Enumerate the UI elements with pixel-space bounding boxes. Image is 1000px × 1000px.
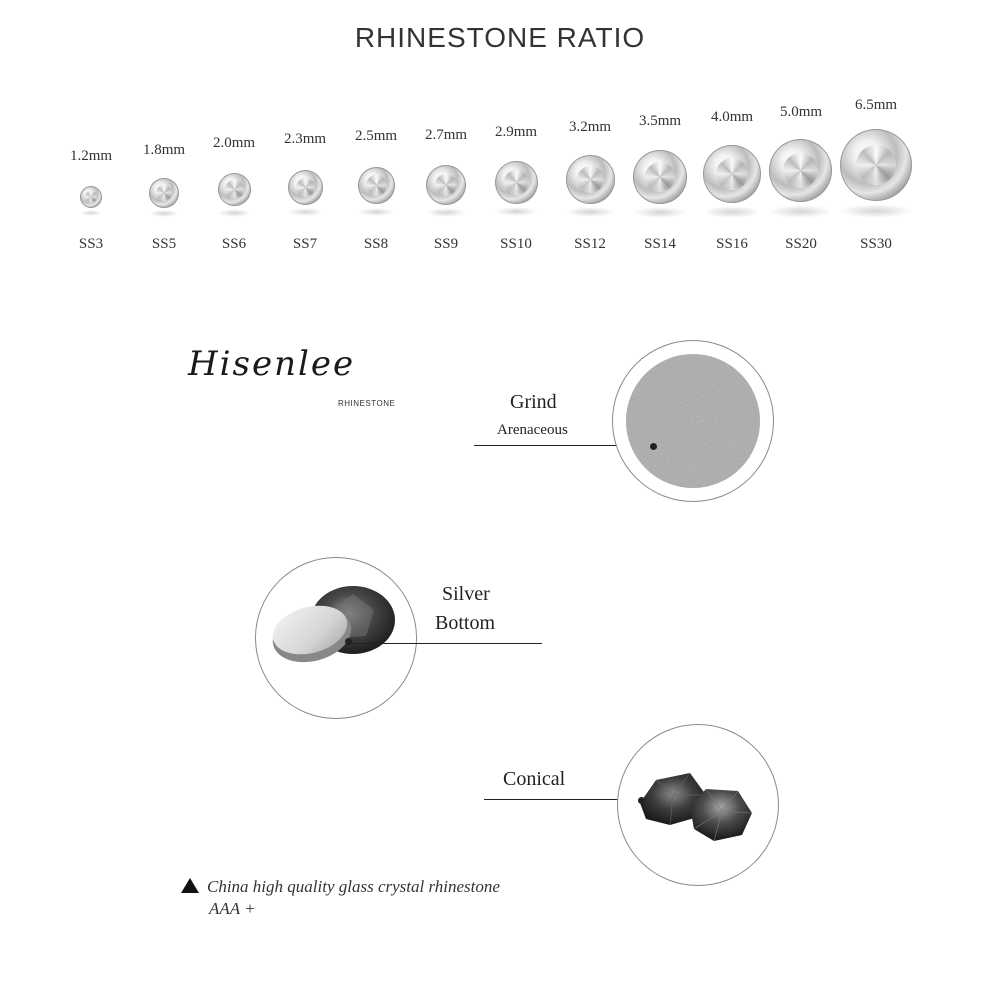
size-mm-label: 3.2mm <box>568 119 612 135</box>
size-code-label: SS20 <box>785 236 817 252</box>
size-code-label: SS30 <box>860 236 892 252</box>
size-code-label: SS10 <box>500 236 532 252</box>
size-mm-label: 2.0mm <box>212 135 256 151</box>
size-code-label: SS7 <box>292 236 318 252</box>
conical-pointer-dot <box>638 797 645 804</box>
rhinestone-icon <box>769 139 832 202</box>
size-mm-label: 2.7mm <box>424 127 468 143</box>
conical-ring <box>617 724 779 886</box>
arenaceous-label: Arenaceous <box>497 422 568 438</box>
reflection <box>288 208 323 216</box>
size-code-label: SS16 <box>716 236 748 252</box>
grind-pointer-dot <box>650 443 657 450</box>
rhinestone-icon <box>703 145 761 203</box>
grind-texture-icon <box>613 341 773 501</box>
silver-label: Silver <box>442 583 490 605</box>
size-code-label: SS9 <box>433 236 459 252</box>
brand-subtitle: RHINESTONE <box>338 399 396 408</box>
rhinestone-icon <box>80 186 102 208</box>
grind-label: Grind <box>510 391 557 413</box>
size-code-label: SS12 <box>574 236 606 252</box>
size-mm-label: 2.9mm <box>494 124 538 140</box>
brand-logo: Hisenlee <box>188 344 356 384</box>
reflection <box>149 210 179 217</box>
reflection <box>80 210 102 216</box>
reflection <box>426 208 466 217</box>
rhinestone-icon <box>633 150 687 204</box>
size-code-label: SS14 <box>644 236 676 252</box>
silver-pointer-line <box>349 643 542 644</box>
silver-bottom-icon <box>256 558 416 718</box>
size-code-label: SS8 <box>363 236 389 252</box>
page-title: RHINESTONE RATIO <box>354 22 646 53</box>
rhinestone-icon <box>840 129 912 201</box>
rhinestone-icon <box>218 173 251 206</box>
reflection <box>633 207 687 218</box>
rhinestone-icon <box>566 155 615 204</box>
size-mm-label: 1.2mm <box>69 148 113 164</box>
grind-ring <box>612 340 774 502</box>
note-line-1: China high quality glass crystal rhinestone <box>207 877 500 896</box>
note-line-2: AAA + <box>209 899 256 918</box>
size-mm-label: 4.0mm <box>710 109 754 125</box>
reflection <box>769 205 832 218</box>
conical-label: Conical <box>503 768 566 790</box>
size-code-label: SS5 <box>151 236 177 252</box>
silver-bottom-ring <box>255 557 417 719</box>
size-mm-label: 2.3mm <box>283 131 327 147</box>
size-code-label: SS6 <box>221 236 247 252</box>
size-mm-label: 2.5mm <box>354 128 398 144</box>
size-chart <box>0 0 1000 280</box>
reflection <box>566 207 615 217</box>
rhinestone-icon <box>288 170 323 205</box>
rhinestone-icon <box>426 165 466 205</box>
reflection <box>703 206 761 218</box>
size-mm-label: 6.5mm <box>854 97 898 113</box>
size-code-label: SS3 <box>78 236 104 252</box>
triangle-icon <box>181 878 199 893</box>
rhinestone-icon <box>358 167 395 204</box>
reflection <box>218 209 251 217</box>
size-mm-label: 3.5mm <box>638 113 682 129</box>
bottom-label: Bottom <box>435 612 496 634</box>
reflection <box>840 204 912 218</box>
conical-stone-icon <box>618 725 778 885</box>
reflection <box>358 208 395 216</box>
quality-note <box>181 876 500 920</box>
reflection <box>495 207 538 216</box>
rhinestone-icon <box>149 178 179 208</box>
rhinestone-icon <box>495 161 538 204</box>
size-mm-label: 5.0mm <box>779 104 823 120</box>
size-mm-label: 1.8mm <box>142 142 186 158</box>
